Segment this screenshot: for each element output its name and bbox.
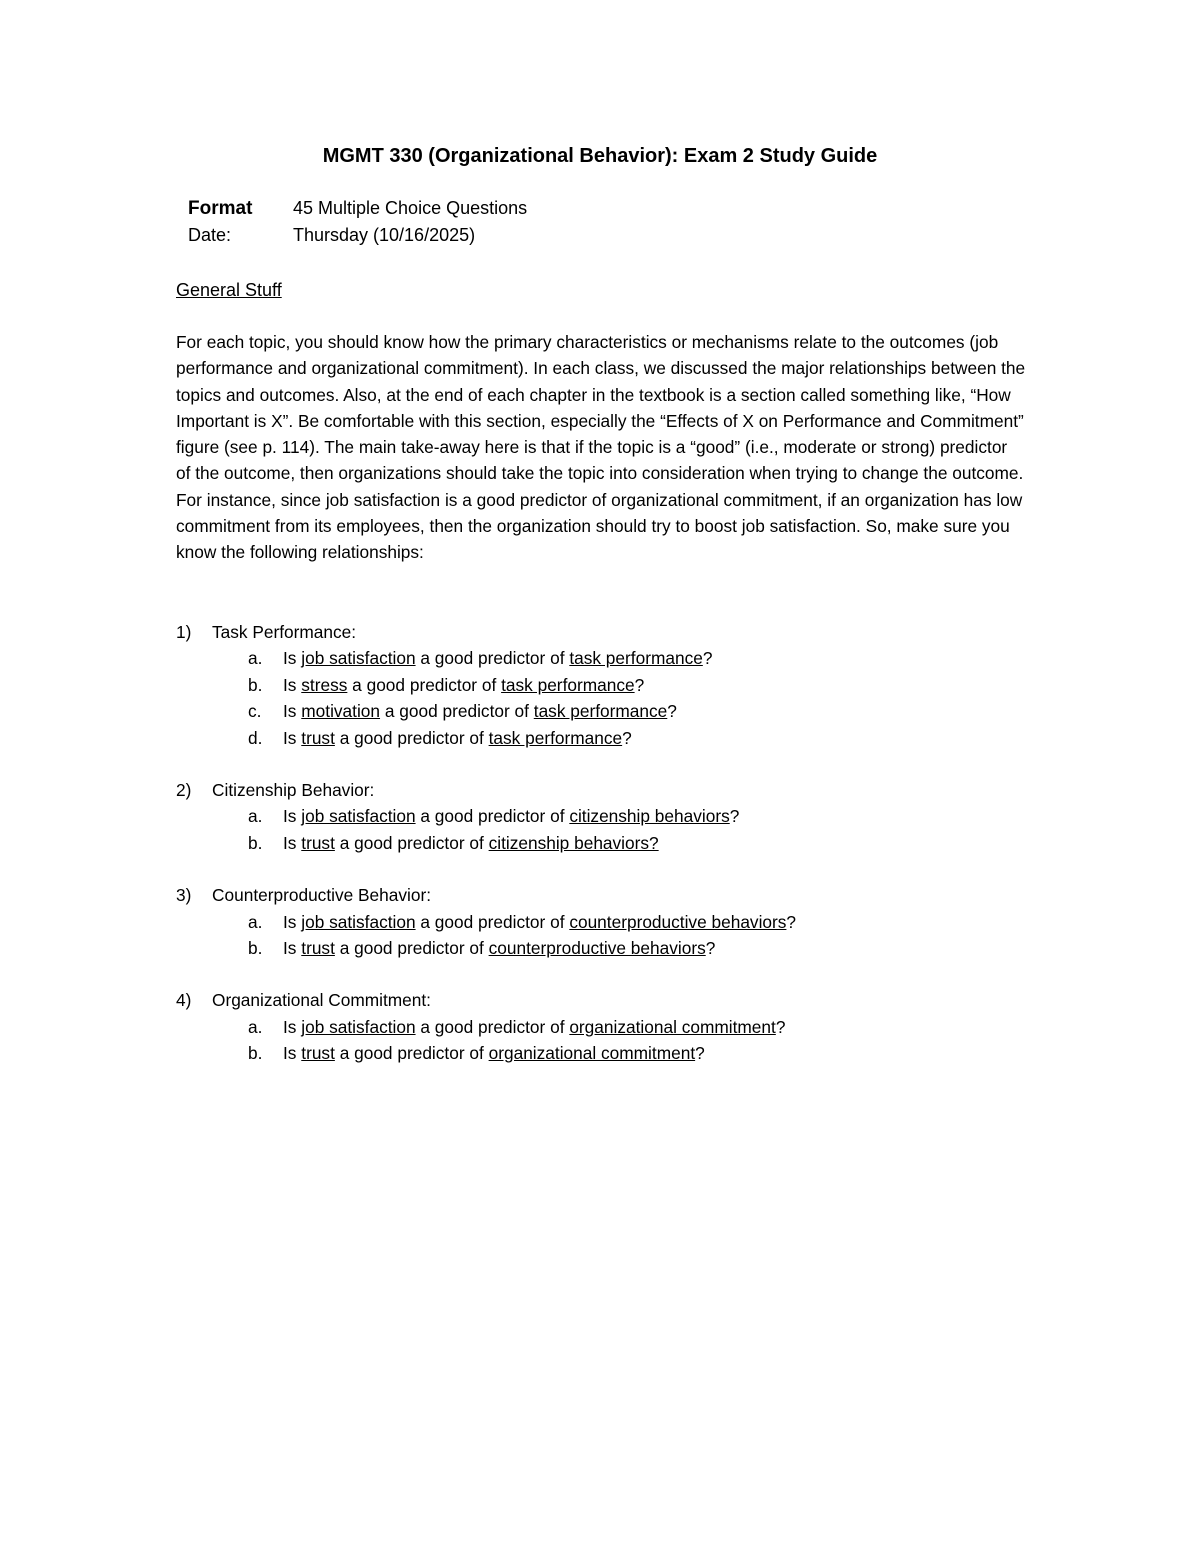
question-middle: a good predictor of: [339, 832, 484, 853]
predictor-term: stress: [301, 674, 348, 695]
topic-heading: [176, 777, 1026, 803]
question-mark: ?: [786, 911, 797, 932]
predictor-term: job satisfaction: [301, 911, 416, 932]
question-item: [176, 672, 1026, 698]
question-item: [176, 725, 1026, 751]
predictor-term: job satisfaction: [301, 806, 416, 827]
topic-title: Counterproductive Behavior:: [212, 885, 432, 906]
question-middle: a good predictor of: [420, 648, 565, 669]
predictor-term: trust: [301, 832, 335, 853]
question-is: Is: [283, 674, 297, 695]
question-item: [176, 909, 1026, 935]
question-item: [176, 830, 1026, 856]
topic-title: Organizational Commitment:: [212, 990, 431, 1011]
document-title: MGMT 330 (Organizational Behavior): Exam 2 Study Guide: [322, 145, 878, 167]
format-label: Format: [188, 198, 253, 219]
question-item: [176, 645, 1026, 671]
question-letter: b.: [248, 832, 263, 853]
outcome-term: citizenship behaviors?: [488, 832, 659, 853]
format-row: [188, 196, 527, 221]
question-middle: a good predictor of: [339, 727, 484, 748]
question-middle: a good predictor of: [420, 1016, 565, 1037]
topic-number: 2): [176, 779, 192, 800]
topic-item: [176, 987, 1026, 1066]
topic-item: [176, 619, 1026, 751]
question-mark: ?: [775, 1016, 786, 1037]
predictor-term: motivation: [301, 701, 381, 722]
date-value: Thursday (10/16/2025): [293, 225, 476, 245]
outcome-term: task performance: [569, 648, 703, 669]
topic-item: [176, 777, 1026, 856]
predictor-term: job satisfaction: [301, 648, 416, 669]
outcome-term: task performance: [501, 674, 635, 695]
question-is: Is: [283, 937, 297, 958]
date-label: Date:: [188, 225, 232, 245]
outcome-term: citizenship behaviors: [569, 806, 730, 827]
date-row: [188, 223, 475, 247]
topic-title: Citizenship Behavior:: [212, 779, 375, 800]
question-mark: ?: [667, 701, 677, 722]
predictor-term: job satisfaction: [301, 1016, 416, 1037]
question-mark: ?: [705, 937, 716, 958]
outcome-term: counterproductive behaviors: [488, 937, 706, 958]
question-letter: a.: [248, 911, 263, 932]
question-item: [176, 1040, 1026, 1066]
question-middle: a good predictor of: [352, 674, 497, 695]
question-is: Is: [283, 911, 297, 932]
question-is: Is: [283, 806, 297, 827]
topic-number: 1): [176, 622, 192, 642]
outcome-term: task performance: [488, 727, 623, 748]
question-letter: a.: [248, 648, 263, 669]
outcome-term: task performance: [533, 701, 668, 722]
topic-title: Task Performance:: [212, 622, 357, 642]
question-middle: a good predictor of: [384, 701, 529, 722]
topic-item: [176, 882, 1026, 961]
question-mark: ?: [622, 727, 632, 748]
predictor-term: trust: [301, 1043, 335, 1064]
question-mark: ?: [702, 648, 713, 669]
question-letter: c.: [248, 701, 262, 722]
topic-heading: [176, 987, 1026, 1013]
question-letter: b.: [248, 674, 263, 695]
question-letter: a.: [248, 1016, 263, 1037]
question-mark: ?: [695, 1043, 705, 1064]
predictor-term: trust: [301, 727, 335, 748]
format-value: 45 Multiple Choice Questions: [293, 198, 528, 218]
question-is: Is: [283, 1016, 297, 1037]
topic-heading: [176, 619, 1026, 645]
question-mark: ?: [729, 806, 740, 827]
question-letter: b.: [248, 1043, 263, 1064]
question-item: [176, 698, 1026, 724]
question-letter: b.: [248, 937, 263, 958]
question-letter: d.: [248, 727, 263, 748]
question-mark: ?: [634, 674, 645, 695]
topic-heading: [176, 882, 1026, 908]
question-is: Is: [283, 648, 297, 669]
intro-paragraph: For each topic, you should know how the primary characteristics or mechanisms relate to the outcomes (job performance and organizational commitment). In each class, we discussed the major relationships between the topics and outcomes. Also, at the end of each chapter in the textbook is a section called something like, “How Important is X”. Be comfortable with this section, especially the “Effects of X on Performance and Commitment” figure (see p. 114). The main take-away here is that if the topic is a “good” (i.e., moderate or strong) predictor of the outcome, then organizations should take the topic into consideration when trying to change the outcome. For instance, since job satisfaction is a good predictor of organizational commitment, if an organization has low commitment from its employees, then the organization should try to boost job satisfaction. So, make sure you know the following relationships:: [176, 332, 1026, 563]
question-is: Is: [283, 701, 297, 722]
question-middle: a good predictor of: [339, 1043, 484, 1064]
question-is: Is: [283, 727, 297, 748]
outcome-term: organizational commitment: [488, 1043, 696, 1064]
question-item: [176, 803, 1026, 829]
section-heading: General Stuff: [176, 280, 282, 300]
question-middle: a good predictor of: [420, 911, 565, 932]
question-item: [176, 935, 1026, 961]
question-is: Is: [283, 1043, 297, 1064]
outcome-term: organizational commitment: [569, 1016, 776, 1037]
question-letter: a.: [248, 806, 263, 827]
predictor-term: trust: [301, 937, 335, 958]
question-middle: a good predictor of: [339, 937, 484, 958]
question-is: Is: [283, 832, 297, 853]
topic-number: 4): [176, 990, 192, 1011]
topic-list: [176, 619, 1026, 1092]
outcome-term: counterproductive behaviors: [569, 911, 787, 932]
question-item: [176, 1014, 1026, 1040]
question-middle: a good predictor of: [420, 806, 565, 827]
topic-number: 3): [176, 885, 192, 906]
